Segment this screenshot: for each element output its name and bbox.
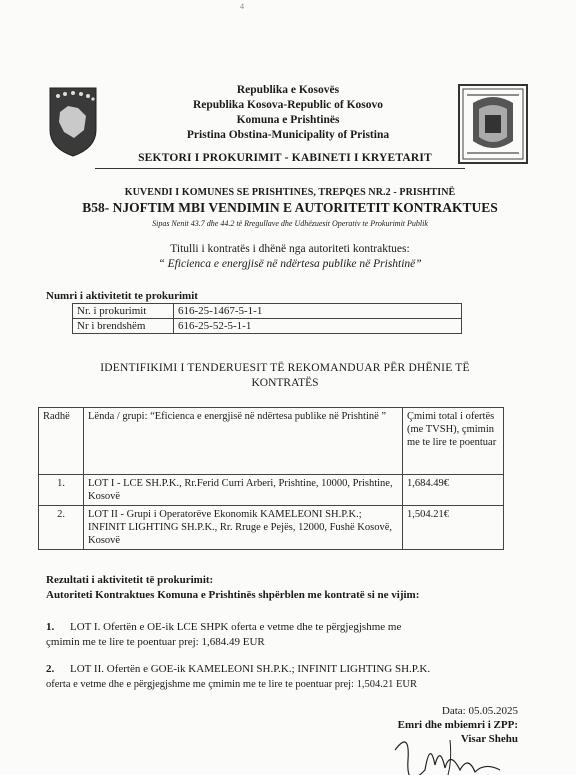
award-number: 1. bbox=[46, 621, 55, 633]
award-line: çmimin me te lire te poentuar prej: 1,684.49 EUR bbox=[46, 636, 265, 648]
row-rank: 2. bbox=[39, 506, 84, 550]
activity-number-table bbox=[72, 303, 462, 334]
activity-number-heading: Numri i aktivitetit te prokurimit bbox=[46, 290, 198, 302]
row-rank: 1. bbox=[39, 475, 84, 506]
legal-basis: Sipas Nenit 43.7 dhe 44.2 të Rregullave dhe Udhëzuesit Operativ te Prokurimit Publik bbox=[152, 219, 428, 228]
sector-title: SEKTORI I PROKURIMIT - KABINETI I KRYETARIT bbox=[138, 152, 432, 164]
result-heading: Rezultati i aktivitetit të prokurimit: bbox=[46, 574, 214, 586]
row-lot: LOT II - Grupi i Operatorëve Ekonomik KAMELEONI SH.P.K.; INFINIT LIGHTING SH.P.K., Rr. Rruge e Pejës, 12000, Fushë Kosovë, Kosovë bbox=[84, 506, 403, 550]
col-price-header: Çmimi total i ofertës (me TVSH), çmimin me te lire te poentuar bbox=[403, 408, 504, 475]
signer-name: Visar Shehu bbox=[460, 733, 518, 745]
award-line: LOT II. Ofertën e GOE-ik KAMELEONI SH.P.K.; INFINIT LIGHTING SH.P.K. bbox=[70, 663, 431, 675]
award-number: 2. bbox=[46, 663, 55, 675]
activity-label: Nr i brendshëm bbox=[73, 319, 174, 334]
table-row bbox=[73, 319, 462, 334]
result-intro: Autoriteti Kontraktues Komuna e Prishtinës shpërblen me kontratë si ne vijim: bbox=[46, 589, 420, 601]
page-number: 4 bbox=[240, 2, 244, 11]
table-header-row bbox=[39, 408, 504, 475]
table-row bbox=[39, 506, 504, 550]
signature-icon bbox=[390, 720, 550, 775]
award-line: oferta e vetme dhe e përgjegjshme me çmimin me te lire te poentuar prej: 1,504.21 EUR bbox=[46, 679, 417, 690]
col-rank-header: Radhë bbox=[39, 408, 84, 475]
row-price: 1,504.21€ bbox=[403, 506, 504, 550]
recommended-heading-1: IDENTIFIKIMI I TENDERUESIT TË REKOMANDUAR PËR DHËNIE TË bbox=[100, 362, 470, 374]
signer-label: Emri dhe mbiemri i ZPP: bbox=[397, 719, 518, 731]
table-row bbox=[39, 475, 504, 506]
header-line-2: Republika Kosova-Republic of Kosovo bbox=[192, 99, 384, 111]
header-line-3: Komuna e Prishtinës bbox=[236, 114, 340, 126]
signature-date: Data: 05.05.2025 bbox=[441, 705, 518, 717]
row-lot: LOT I - LCE SH.P.K., Rr.Ferid Curri Arberi, Prishtine, 10000, Prishtine, Kosovë bbox=[84, 475, 403, 506]
activity-label: Nr. i prokurimit bbox=[73, 304, 174, 319]
sector-divider bbox=[95, 168, 465, 169]
contract-title-label: Titulli i kontratës i dhënë nga autoriteti kontraktues: bbox=[170, 243, 410, 255]
activity-value: 616-25-52-5-1-1 bbox=[174, 319, 462, 334]
table-row bbox=[73, 304, 462, 319]
form-title: B58- NJOFTIM MBI VENDIMIN E AUTORITETIT KONTRAKTUES bbox=[82, 200, 498, 215]
activity-value: 616-25-1467-5-1-1 bbox=[174, 304, 462, 319]
row-price: 1,684.49€ bbox=[403, 475, 504, 506]
award-line: LOT I. Ofertën e OE-ik LCE SHPK oferta e vetme dhe te përgjegjshme me bbox=[70, 621, 402, 633]
header-line-4: Pristina Obstina-Municipality of Pristina bbox=[186, 129, 390, 141]
recommended-heading-2: KONTRATËS bbox=[251, 377, 319, 389]
contract-title: “ Eficienca e energjisë në ndërtesa publike në Prishtinë” bbox=[158, 258, 422, 270]
header-line-1: Republika e Kosovës bbox=[236, 84, 340, 96]
col-lot-header: Lënda / grupi: “Eficienca e energjisë në ndërtesa publike në Prishtinë ” bbox=[84, 408, 403, 475]
lots-table bbox=[38, 407, 504, 550]
address: KUVENDI I KOMUNES SE PRISHTINES, TREPQES NR.2 - PRISHTINË bbox=[124, 187, 456, 198]
